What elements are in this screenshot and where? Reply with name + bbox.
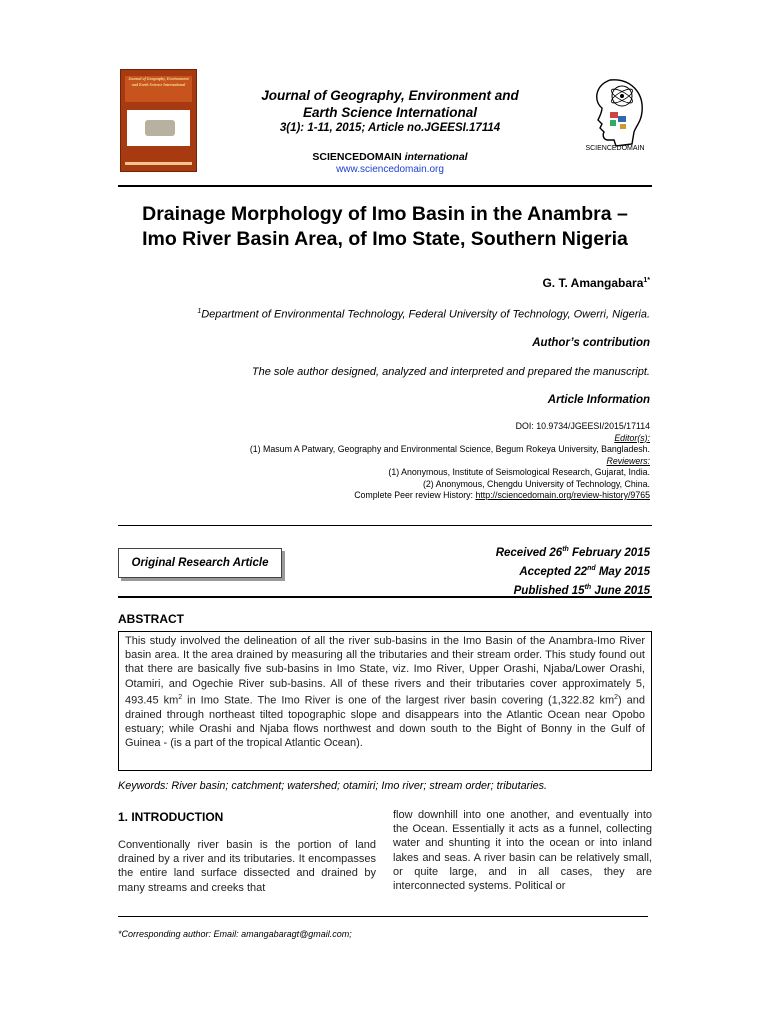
cover-picture — [127, 110, 190, 146]
journal-citation: 3(1): 1-11, 2015; Article no.JGEESI.17114 — [279, 122, 501, 134]
cover-title: Journal of Geography, Environment and Earth Science International — [125, 76, 192, 102]
journal-cover-image — [120, 69, 197, 172]
section-heading-introduction: 1. INTRODUCTION — [118, 810, 224, 824]
publisher-url[interactable]: www.sciencedomain.org — [336, 164, 444, 175]
affiliation: $^1$Department of Environmental Technology, Federal University of Technology, Owerri, Nigeria. — [197, 308, 650, 321]
footnote-rule — [118, 916, 648, 917]
reviewer-entry: (2) Anonymous, Chengdu University of Technology, China. — [422, 478, 650, 489]
corresponding-author-footnote: *Corresponding author: Email: amangabaragt@gmail.com; — [118, 929, 352, 939]
sciencedomain-logo-icon — [580, 74, 650, 154]
logo-label: SCIENCEDOMAIN — [585, 145, 645, 152]
abstract-text: This study involved the delineation of all the river sub-basins in the Imo Basin of the Anambra-Imo River basin area. It the area drained by measuring all the tributaries and their stream order. This study found out that there are basically five sub-basins in Imo State, viz. Imo River, Upper Orashi, Njaba/Lower Orashi, Otamiri, and Ogechie River sub-basins. All of these rivers and their tributaries cover approximately 5, 493.45 $km^2$ in Imo State. The Imo River is one of the largest river basin covering (1,322.82 $km^2$) and drained through northeast tilted topographic slope and disappears into the Atlantic Ocean near Opobo estuary; while Orashi and Njaba flows northwest and down south to the Bight of Bonny in the Gulf of Guinea - (is a part of the tropical Atlantic Ocean). — [118, 631, 652, 771]
intro-column-right: flow downhill into one another, and eventually into the Ocean. Essentially it acts as a funnel, collecting water and shunting it into the ocean or into inland lakes and seas. A river basin can be relatively small, or quite large, and in all cases, they are interconnected systems. Political or — [393, 809, 652, 893]
publication-dates — [496, 542, 650, 598]
article-information — [110, 421, 650, 502]
contribution-heading: Author’s contribution — [532, 337, 650, 349]
editor-entry: (1) Masum A Patwary, Geography and Environmental Science, Begum Rokeya University, Bangladesh. — [249, 444, 650, 454]
dates-rule — [118, 596, 652, 598]
received-date: Received 26th February 2015 — [495, 546, 650, 559]
reviewer-entry: (1) Anonymous, Institute of Seismological Research, Gujarat, India. — [388, 467, 650, 477]
intro-column-left: Conventionally river basin is the portion of land drained by a river and its tributaries. It encompasses the entire land surface dissected and drained by many streams and creeks that — [118, 839, 376, 894]
contribution-text: The sole author designed, analyzed and interpreted and prepared the manuscript. — [251, 366, 650, 378]
cover-footer — [125, 162, 192, 165]
article-info-heading: Article Information — [547, 394, 650, 406]
publisher: SCIENCEDOMAIN international — [312, 151, 468, 163]
author-name: G. T. Amangabara$^{1*}$ — [542, 276, 650, 290]
published-date: Published 15th June 2015 — [513, 583, 650, 597]
reviewers-label: Reviewers: — [606, 455, 650, 466]
header-rule — [118, 185, 652, 187]
journal-title: Journal of Geography, Environment and Earth Science International — [261, 88, 519, 120]
accepted-date: Accepted 22nd May 2015 — [519, 564, 650, 578]
review-history: Complete Peer review History: http://sciencedomain.org/review-history/9765 — [354, 490, 650, 500]
abstract-heading: ABSTRACT — [118, 612, 184, 626]
doi: DOI: 10.9734/JGEESI/2015/17114 — [515, 421, 650, 431]
editors-label: Editor(s): — [614, 432, 650, 443]
article-type-badge: Original Research Article — [118, 548, 282, 578]
paper-title: Drainage Morphology of Imo Basin in the Anambra – Imo River Basin Area, of Imo State, Southern Nigeria — [142, 203, 628, 250]
keywords: Keywords: River basin; catchment; watershed; otamiri; Imo river; stream order; tributaries. — [118, 780, 548, 792]
review-history-link[interactable]: http://sciencedomain.org/review-history/9765 — [475, 490, 650, 500]
info-rule — [118, 525, 652, 526]
